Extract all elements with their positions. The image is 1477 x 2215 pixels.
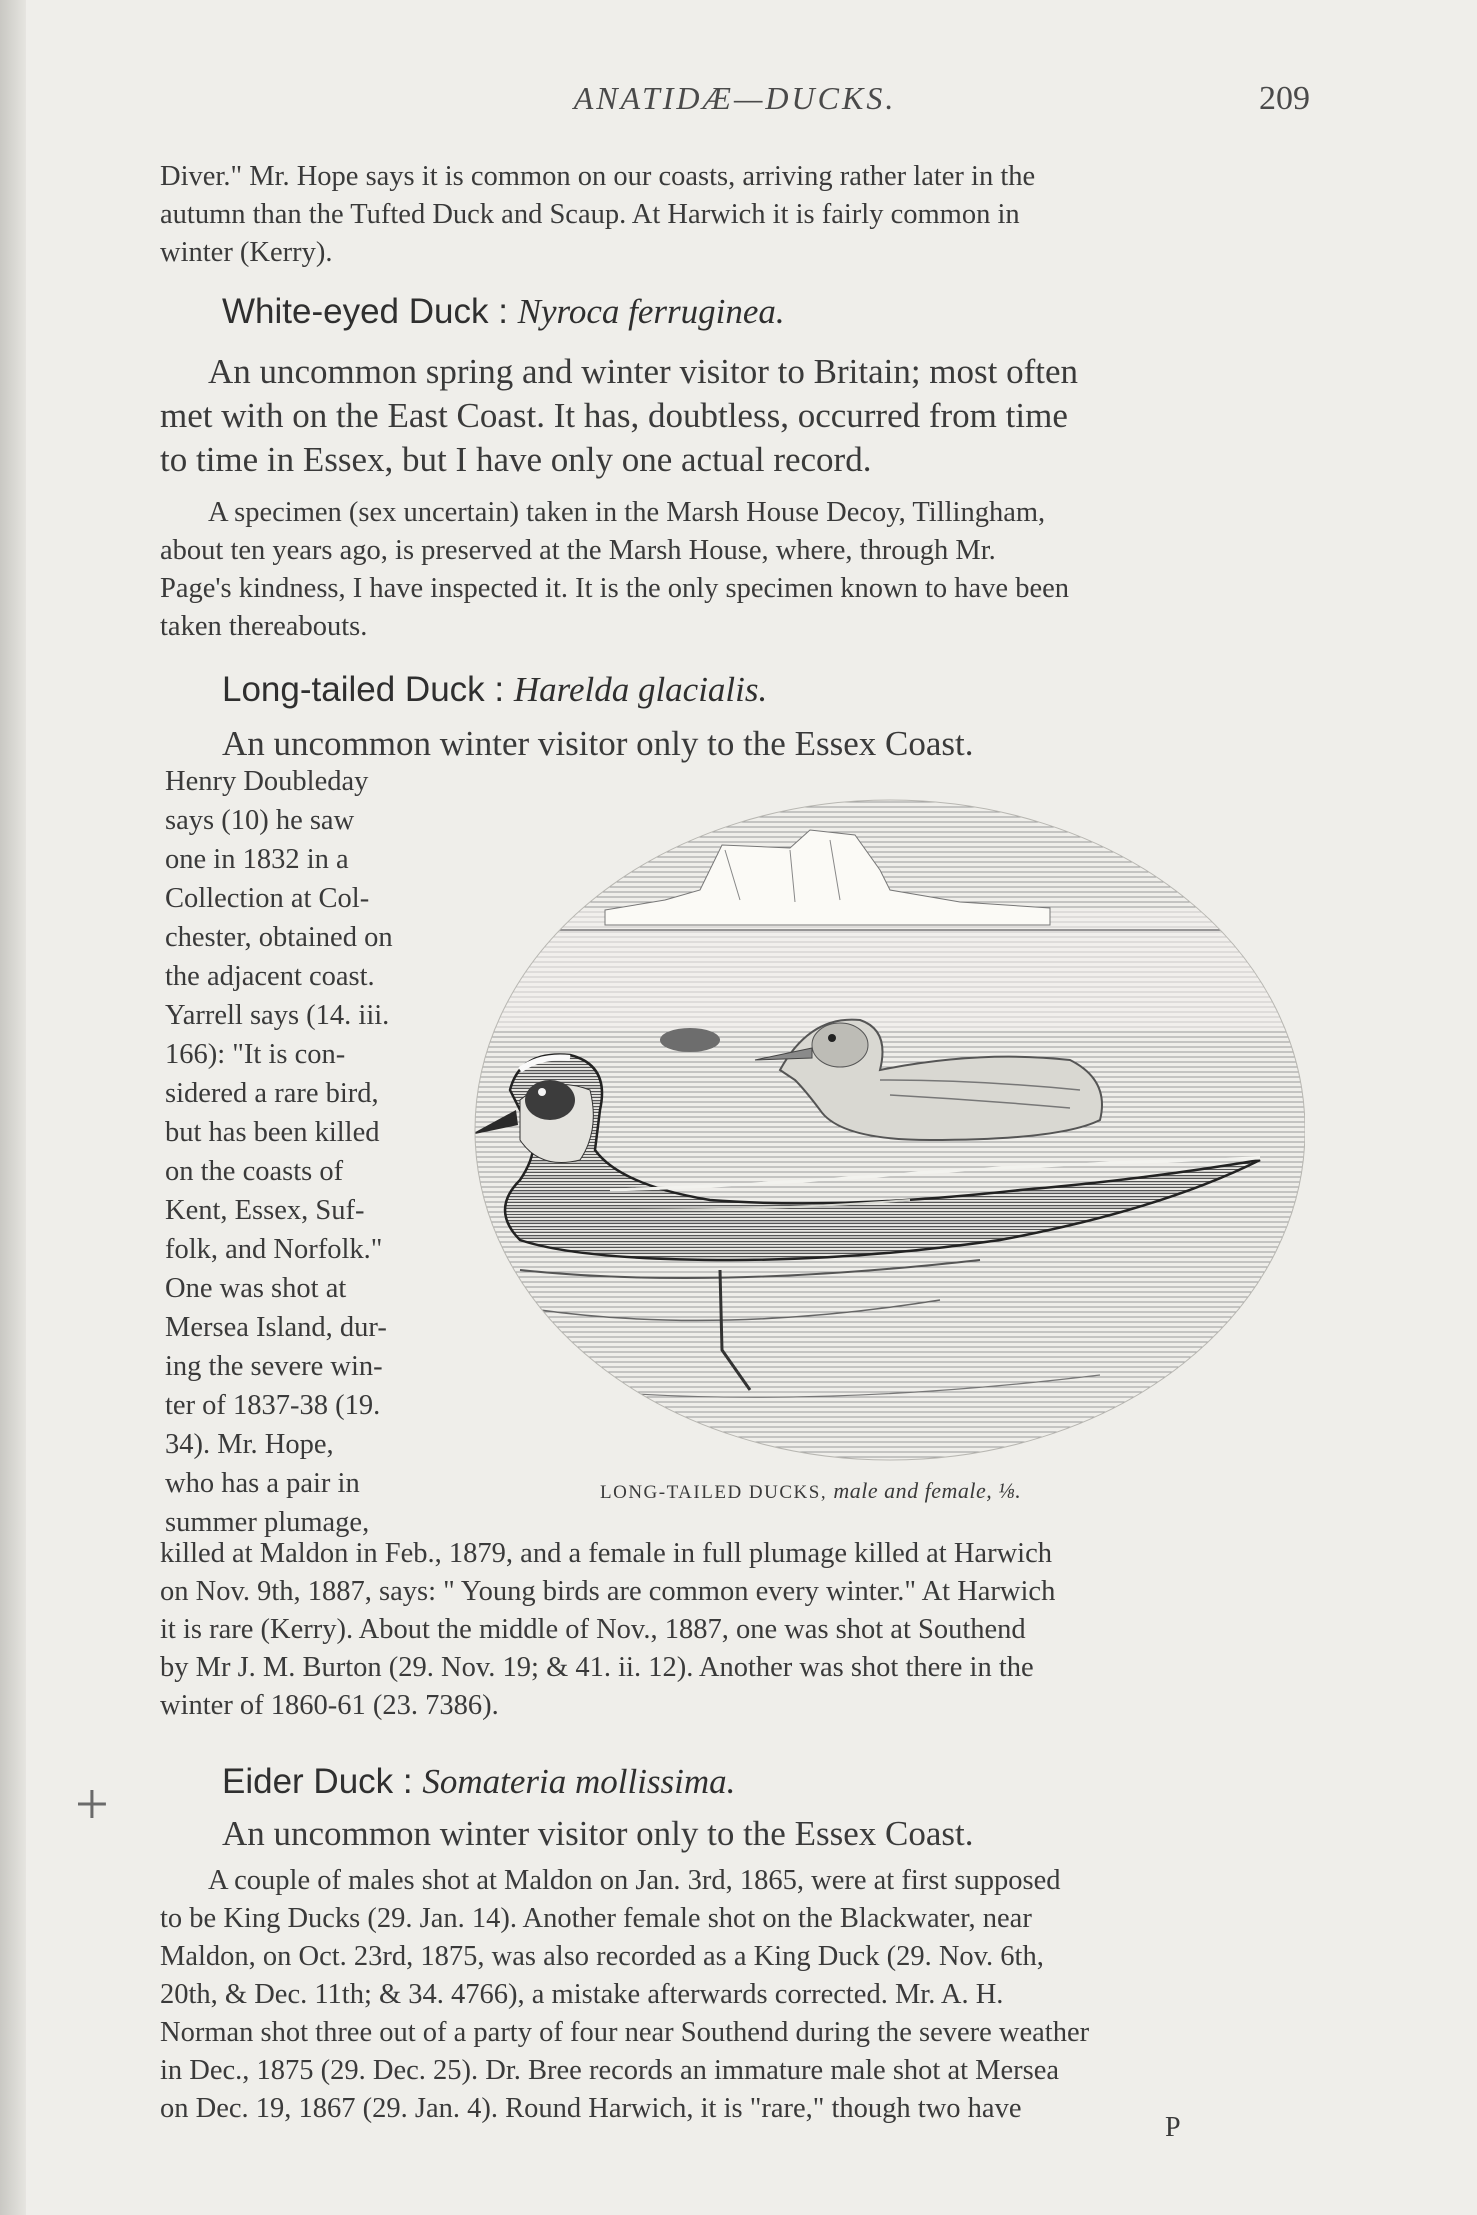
- long-tailed-summary: An uncommon winter visitor only to the Essex Coast.: [222, 724, 974, 763]
- text-line: about ten years ago, is preserved at the Marsh House, where, through Mr.: [160, 535, 996, 566]
- text-line: An uncommon spring and winter visitor to Britain; most often: [208, 352, 1079, 391]
- scientific-name: Harelda glacialis.: [513, 670, 768, 709]
- eider-summary: An uncommon winter visitor only to the Essex Coast.: [222, 1814, 974, 1853]
- long-tailed-duck-engraving: [460, 790, 1305, 1490]
- text-line: one in 1832 in a: [165, 844, 349, 875]
- text-line: One was shot at: [165, 1273, 347, 1304]
- text-line: met with on the East Coast. It has, doubtless, occurred from time: [160, 396, 1068, 435]
- text-line: it is rare (Kerry). About the middle of Nov., 1887, one was shot at Southend: [160, 1614, 1026, 1645]
- page-header: [160, 80, 1310, 130]
- eider-detail: [160, 1862, 1310, 2128]
- colon-separator: :: [484, 670, 514, 709]
- page-number: 209: [1259, 80, 1310, 117]
- long-tailed-wrap-text: [165, 762, 455, 1542]
- text-line: killed at Maldon in Feb., 1879, and a female in full plumage killed at Harwich: [160, 1538, 1052, 1569]
- running-title: ANATIDÆ—DUCKS.: [573, 80, 897, 116]
- text-line: Yarrell says (14. iii.: [165, 1000, 390, 1031]
- margin-cross-mark: +: [75, 1771, 109, 1837]
- text-line: who has a pair in: [165, 1468, 360, 1499]
- text-line: A couple of males shot at Maldon on Jan. 3rd, 1865, were at first supposed: [208, 1865, 1061, 1896]
- text-line: on Dec. 19, 1867 (29. Jan. 4). Round Harwich, it is "rare," though two have: [160, 2093, 1022, 2124]
- engraving-illustration: [460, 790, 1305, 1480]
- text-line: on the coasts of: [165, 1156, 344, 1187]
- text-line: but has been killed: [165, 1117, 380, 1148]
- species-heading-long-tailed: [222, 670, 1372, 710]
- text-line: A specimen (sex uncertain) taken in the Marsh House Decoy, Tillingham,: [208, 497, 1046, 528]
- common-name: Long-tailed Duck: [222, 670, 485, 709]
- text-line: Page's kindness, I have inspected it. It is the only specimen known to have been: [160, 573, 1070, 604]
- text-line: the adjacent coast.: [165, 961, 375, 992]
- signature-mark: P: [1165, 2112, 1181, 2143]
- species-heading-eider: [222, 1762, 1372, 1802]
- text-line: Henry Doubleday: [165, 766, 369, 797]
- white-eyed-detail: [160, 494, 1310, 646]
- text-line: Norman shot three out of a party of four near Southend during the severe weather: [160, 2017, 1090, 2048]
- text-line: winter (Kerry).: [160, 237, 333, 268]
- scientific-name: Nyroca ferruginea.: [517, 292, 785, 331]
- figure-caption: [600, 1478, 1021, 1504]
- page-gutter-shadow: [0, 0, 26, 2215]
- text-line: Kent, Essex, Suf-: [165, 1195, 365, 1226]
- text-line: 34). Mr. Hope,: [165, 1429, 334, 1460]
- text-line: sidered a rare bird,: [165, 1078, 379, 1109]
- text-line: chester, obtained on: [165, 922, 393, 953]
- text-line: summer plumage,: [165, 1507, 370, 1538]
- text-line: Mersea Island, dur-: [165, 1312, 387, 1343]
- long-tailed-continuation: [160, 1535, 1310, 1725]
- caption-italic: male and female, ⅛.: [833, 1478, 1022, 1503]
- common-name: White-eyed Duck: [222, 292, 489, 331]
- text-line: 166): "It is con-: [165, 1039, 346, 1070]
- text-line: says (10) he saw: [165, 805, 355, 836]
- text-line: folk, and Norfolk.": [165, 1234, 383, 1265]
- text-line: 20th, & Dec. 11th; & 34. 4766), a mistake afterwards corrected. Mr. A. H.: [160, 1979, 1004, 2010]
- text-line: Maldon, on Oct. 23rd, 1875, was also recorded as a King Duck (29. Nov. 6th,: [160, 1941, 1044, 1972]
- text-line: Diver." Mr. Hope says it is common on our coasts, arriving rather later in the: [160, 161, 1036, 192]
- white-eyed-summary: [160, 350, 1310, 482]
- caption-label: LONG-TAILED DUCKS,: [600, 1482, 828, 1503]
- intro-paragraph: [160, 158, 1310, 272]
- text-line: in Dec., 1875 (29. Dec. 25). Dr. Bree records an immature male shot at Mersea: [160, 2055, 1060, 2086]
- text-line: on Nov. 9th, 1887, says: " Young birds are common every winter." At Harwich: [160, 1576, 1056, 1607]
- text-line: winter of 1860-61 (23. 7386).: [160, 1690, 499, 1721]
- text-line: to be King Ducks (29. Jan. 14). Another female shot on the Blackwater, near: [160, 1903, 1032, 1934]
- text-line: to time in Essex, but I have only one actual record.: [160, 440, 872, 479]
- text-line: taken thereabouts.: [160, 611, 368, 642]
- text-line: autumn than the Tufted Duck and Scaup. At Harwich it is fairly common in: [160, 199, 1020, 230]
- common-name: Eider Duck: [222, 1762, 394, 1801]
- text-line: ter of 1837-38 (19.: [165, 1390, 381, 1421]
- colon-separator: :: [488, 292, 518, 331]
- colon-separator: :: [393, 1762, 423, 1801]
- species-heading-white-eyed: [222, 292, 1372, 332]
- scientific-name: Somateria mollissima.: [422, 1762, 736, 1801]
- text-line: by Mr J. M. Burton (29. Nov. 19; & 41. ii. 12). Another was shot there in the: [160, 1652, 1034, 1683]
- text-line: ing the severe win-: [165, 1351, 383, 1382]
- text-line: Collection at Col-: [165, 883, 370, 914]
